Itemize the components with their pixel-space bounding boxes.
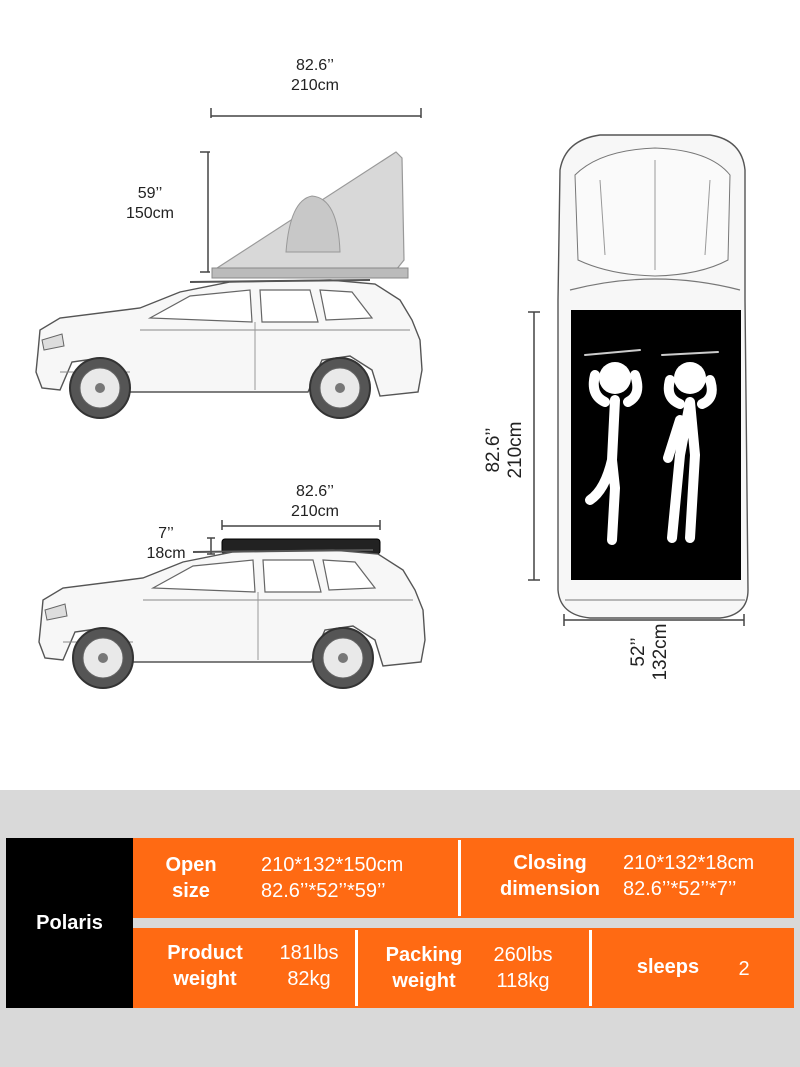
open-length-inches: 82.6’’ bbox=[296, 57, 334, 74]
open-size-value bbox=[261, 852, 451, 904]
top-width-cm: 132cm bbox=[650, 623, 671, 681]
spec-row-2 bbox=[133, 928, 794, 1008]
product-weight-label-line2: weight bbox=[173, 968, 237, 990]
closing-dimension-label-line2: dimension bbox=[499, 878, 600, 900]
closing-dimension-value-inches: 82.6’’*52’’*7’’ bbox=[623, 878, 737, 900]
open-height-cm: 150cm bbox=[125, 205, 175, 222]
packing-weight-label-line2: weight bbox=[392, 970, 456, 992]
packing-weight-label bbox=[371, 942, 477, 994]
top-view-car bbox=[558, 135, 748, 618]
packing-weight-value bbox=[481, 942, 565, 994]
top-length-inches: 82.6’’ bbox=[483, 427, 504, 473]
top-width-inches: 52’’ bbox=[628, 637, 649, 667]
closed-length-label bbox=[270, 482, 360, 522]
packing-weight-label-line1: Packing bbox=[385, 944, 463, 966]
open-height-inches: 59’’ bbox=[137, 185, 163, 202]
row2-separator-2 bbox=[589, 930, 592, 1006]
closed-length-cm: 210cm bbox=[290, 503, 340, 520]
open-size-label bbox=[151, 852, 231, 904]
open-size-value-cm: 210*132*150cm bbox=[261, 854, 404, 876]
product-weight-lbs: 181lbs bbox=[279, 942, 339, 964]
top-length-label bbox=[483, 395, 527, 505]
open-length-label bbox=[270, 56, 360, 96]
closed-height-cm: 18cm bbox=[146, 545, 186, 562]
open-size-label-line1: Open bbox=[165, 854, 217, 876]
model-name: Polaris bbox=[36, 911, 103, 934]
product-weight-kg: 82kg bbox=[287, 968, 331, 990]
row1-separator bbox=[458, 840, 461, 916]
open-size-label-line2: size bbox=[172, 880, 210, 902]
product-weight-label bbox=[155, 940, 255, 992]
closed-height-inches: 7’’ bbox=[158, 525, 174, 542]
closing-dimension-value-cm: 210*132*18cm bbox=[623, 852, 755, 874]
closing-dimension-label bbox=[485, 850, 615, 902]
open-size-value-inches: 82.6’’*52’’*59’’ bbox=[261, 880, 386, 902]
closing-dimension-label-line1: Closing bbox=[513, 852, 587, 874]
packing-weight-lbs: 260lbs bbox=[493, 944, 553, 966]
product-weight-label-line1: Product bbox=[167, 942, 243, 964]
product-weight-value bbox=[269, 940, 349, 992]
closed-height-label bbox=[134, 524, 198, 564]
sleeps-label: sleeps bbox=[636, 956, 700, 978]
spec-row-1 bbox=[133, 838, 794, 918]
packing-weight-kg: 118kg bbox=[496, 970, 550, 992]
sleeps-value: 2 bbox=[738, 958, 750, 980]
top-length-cm: 210cm bbox=[505, 421, 526, 479]
top-width-label bbox=[628, 602, 672, 702]
spec-table bbox=[0, 790, 800, 1067]
open-length-cm: 210cm bbox=[290, 77, 340, 94]
row2-separator-1 bbox=[355, 930, 358, 1006]
open-height-label bbox=[110, 184, 190, 224]
closing-dimension-value bbox=[623, 850, 788, 902]
model-cell bbox=[6, 838, 133, 1008]
closed-length-inches: 82.6’’ bbox=[296, 483, 334, 500]
